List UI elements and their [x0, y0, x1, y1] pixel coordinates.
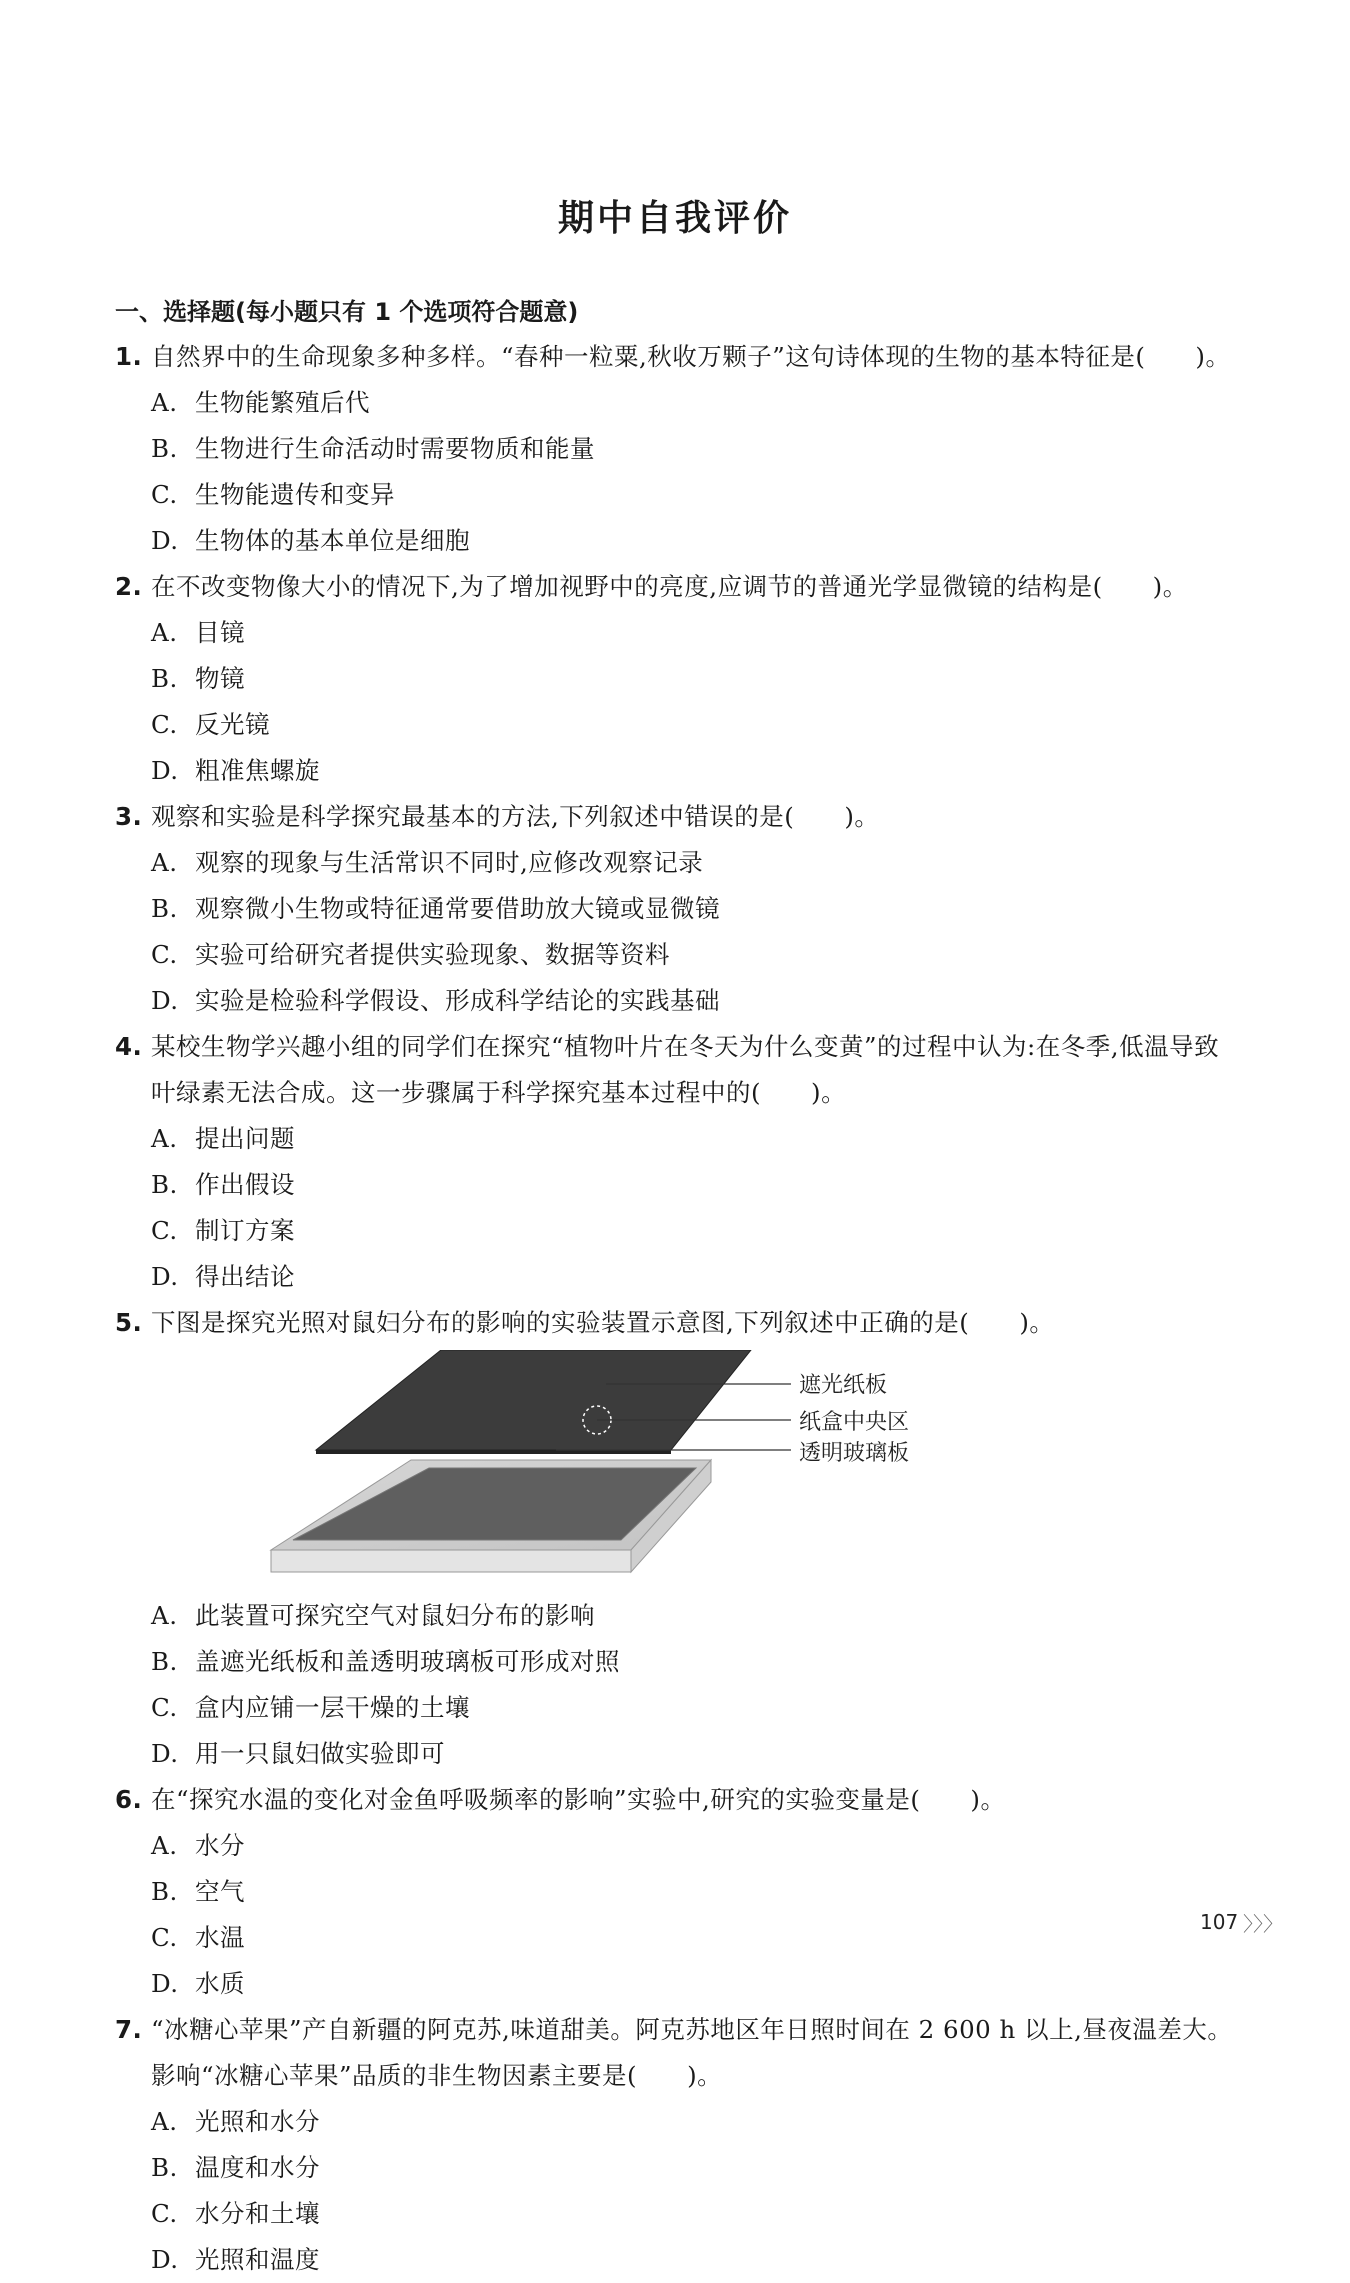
glass-plate-front: [271, 1550, 631, 1572]
question-stem: [115, 2007, 1240, 2099]
question-number: 3.: [115, 802, 143, 831]
question-text: 在“探究水温的变化对金鱼呼吸频率的影响”实验中,研究的实验变量是( )。: [151, 1785, 1006, 1814]
option-d[interactable]: D. 实验是检验科学假设、形成科学结论的实践基础: [151, 986, 720, 1015]
label-shading-board: 遮光纸板: [799, 1373, 888, 1398]
option-d[interactable]: D. 生物体的基本单位是细胞: [151, 526, 470, 555]
question-list: [115, 334, 1240, 2283]
option-a[interactable]: A. 观察的现象与生活常识不同时,应修改观察记录: [151, 848, 704, 877]
option-c[interactable]: C. 水温: [151, 1923, 245, 1952]
option-a[interactable]: A. 目镜: [151, 618, 245, 647]
option-list: [115, 380, 1240, 564]
label-glass-plate: 透明玻璃板: [799, 1441, 910, 1466]
question-text: 下图是探究光照对鼠妇分布的影响的实验装置示意图,下列叙述中正确的是( )。: [151, 1308, 1055, 1337]
option-c[interactable]: C. 反光镜: [151, 710, 270, 739]
option-b[interactable]: B. 观察微小生物或特征通常要借助放大镜或显微镜: [151, 894, 720, 923]
question-5: [115, 1300, 1240, 1777]
option-c[interactable]: C. 生物能遗传和变异: [151, 480, 395, 509]
option-a[interactable]: A. 提出问题: [151, 1124, 295, 1153]
question-stem: [115, 1300, 1240, 1346]
option-b[interactable]: B. 作出假设: [151, 1170, 295, 1199]
question-4: [115, 1024, 1240, 1300]
question-number: 2.: [115, 572, 143, 601]
question-6: [115, 1777, 1240, 2007]
option-list: [115, 2099, 1240, 2283]
option-b[interactable]: B. 温度和水分: [151, 2153, 320, 2182]
question-stem: [115, 1024, 1240, 1116]
question-3: [115, 794, 1240, 1024]
shading-board: [316, 1350, 751, 1450]
page-arrows-icon: 〉〉〉: [1243, 1912, 1283, 1936]
experiment-diagram: [151, 1350, 1240, 1585]
option-b[interactable]: B. 生物进行生命活动时需要物质和能量: [151, 434, 595, 463]
section-heading: 一、选择题(每小题只有 1 个选项符合题意): [115, 298, 579, 326]
question-7: [115, 2007, 1240, 2283]
option-d[interactable]: D. 得出结论: [151, 1262, 295, 1291]
option-list: [115, 1823, 1240, 2007]
option-c[interactable]: C. 水分和土壤: [151, 2199, 320, 2228]
question-text: “冰糖心苹果”产自新疆的阿克苏,味道甜美。阿克苏地区年日照时间在 2 600 h 以上,昼夜温差大。影响“冰糖心苹果”品质的非生物因素主要是( )。: [151, 2015, 1233, 2090]
question-number: 5.: [115, 1308, 143, 1337]
option-b[interactable]: B. 空气: [151, 1877, 245, 1906]
option-c[interactable]: C. 实验可给研究者提供实验现象、数据等资料: [151, 940, 670, 969]
label-center-area: 纸盒中央区: [799, 1410, 910, 1435]
experiment-apparatus-illustration: [151, 1350, 1240, 1585]
question-number: 4.: [115, 1032, 143, 1061]
option-list: [115, 840, 1240, 1024]
question-2: [115, 564, 1240, 794]
option-c[interactable]: C. 盒内应铺一层干燥的土壤: [151, 1693, 470, 1722]
question-text: 自然界中的生命现象多种多样。“春种一粒粟,秋收万颗子”这句诗体现的生物的基本特征是( )。: [151, 342, 1231, 371]
option-a[interactable]: A. 生物能繁殖后代: [151, 388, 370, 417]
option-d[interactable]: D. 光照和温度: [151, 2245, 320, 2274]
option-a[interactable]: A. 光照和水分: [151, 2107, 320, 2136]
question-number: 7.: [115, 2015, 143, 2044]
question-1: [115, 334, 1240, 564]
option-d[interactable]: D. 粗准焦螺旋: [151, 756, 320, 785]
question-stem: [115, 334, 1240, 380]
option-list: [115, 1593, 1240, 1777]
option-a[interactable]: A. 水分: [151, 1831, 245, 1860]
question-text: 观察和实验是科学探究最基本的方法,下列叙述中错误的是( )。: [151, 802, 880, 831]
option-a[interactable]: A. 此装置可探究空气对鼠妇分布的影响: [151, 1601, 595, 1630]
option-list: [115, 610, 1240, 794]
option-list: [115, 1116, 1240, 1300]
option-d[interactable]: D. 用一只鼠妇做实验即可: [151, 1739, 445, 1768]
question-number: 1.: [115, 342, 143, 371]
question-stem: [115, 1777, 1240, 1823]
question-stem: [115, 794, 1240, 840]
question-number: 6.: [115, 1785, 143, 1814]
question-text: 某校生物学兴趣小组的同学们在探究“植物叶片在冬天为什么变黄”的过程中认为:在冬季,低温导致叶绿素无法合成。这一步骤属于科学探究基本过程中的( )。: [151, 1032, 1220, 1107]
question-text: 在不改变物像大小的情况下,为了增加视野中的亮度,应调节的普通光学显微镜的结构是( )。: [151, 572, 1188, 601]
option-b[interactable]: B. 物镜: [151, 664, 245, 693]
page-title: 期中自我评价: [557, 198, 792, 239]
option-b[interactable]: B. 盖遮光纸板和盖透明玻璃板可形成对照: [151, 1647, 620, 1676]
question-stem: [115, 564, 1240, 610]
option-c[interactable]: C. 制订方案: [151, 1216, 295, 1245]
option-d[interactable]: D. 水质: [151, 1969, 245, 1998]
page-number: 107: [1200, 1910, 1239, 1934]
